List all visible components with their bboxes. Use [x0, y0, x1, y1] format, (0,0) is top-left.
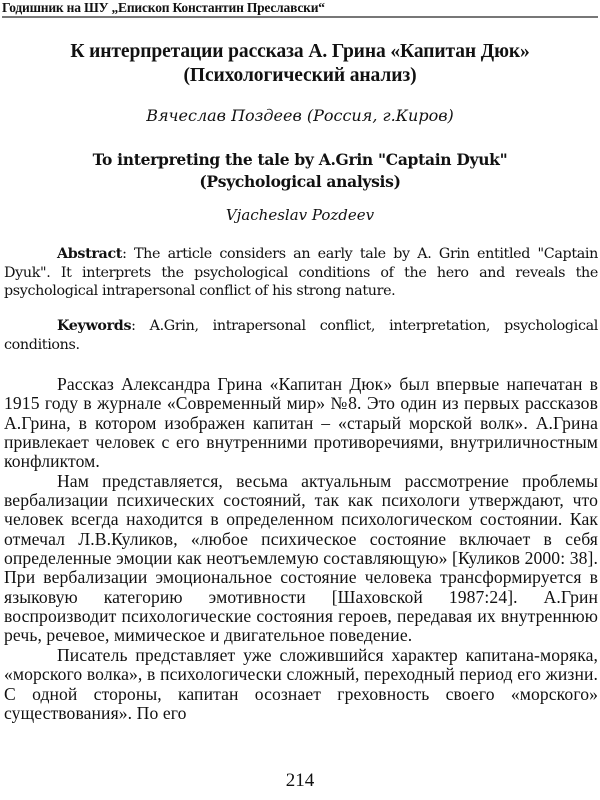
- body-text: [4, 375, 598, 723]
- author-en: Vjacheslav Pozdeev: [225, 206, 375, 224]
- body-paragraph: Писатель представляет уже сложившийся характер капитана-моряка, «морского волка», в психологически сложный, переходный период его жизни. С одной стороны, капитан осознает греховность своего «морского» существования». По его: [4, 644, 598, 723]
- keywords: [4, 317, 598, 354]
- title-ru-line2: (Психологический анализ): [183, 65, 417, 86]
- title-ru-line1: К интерпретации рассказа А. Грина «Капитан Дюк»: [70, 41, 530, 62]
- title-en-line1: To interpreting the tale by A.Grin "Captain Dyuk": [92, 150, 508, 169]
- keywords-label: Keywords: [57, 318, 132, 334]
- article-title-ru: [0, 40, 600, 88]
- abstract-label: Abstract: [57, 246, 123, 262]
- body-paragraph: Нам представляется, весьма актуальным рассмотрение проблемы вербализации психических состояний, так как психологи утверждают, что человек всегда находится в определенном психологическом состоянии. Как отмечал Л.В.Куликов, «любое психическое состояние включает в себя определенные эмоции как неотъемлемую составляющую» [Куликов 2000: 38]. При вербализации эмоциональное состояние человека трансформируется в языковую категорию эмотивности [Шаховской 1987:24]. А.Грин воспроизводит психологические состояния героев, передавая их внутреннюю речь, речевое, мимическое и двигательное поведение.: [4, 470, 598, 646]
- article-title-en: [0, 149, 600, 193]
- keywords-text: : A.Grin, intrapersonal conflict, interpretation, psychological conditions.: [4, 318, 598, 353]
- running-header: Годишник на ШУ „Епископ Константин Преславски“: [2, 0, 598, 18]
- abstract-text: : The article considers an early tale by A. Grin entitled "Captain Dyuk". It interprets the psychological conditions of the hero and reveals the psychological intrapersonal conflict of his strong nature.: [4, 246, 598, 299]
- abstract: [4, 245, 598, 301]
- page-number: 214: [285, 770, 315, 791]
- title-en-line2: (Psychological analysis): [199, 172, 401, 191]
- author-ru: Вячеслав Поздеев (Россия, г.Киров): [146, 106, 454, 125]
- body-paragraph: Рассказ Александра Грина «Капитан Дюк» был впервые напечатан в 1915 году в журнале «Современный мир» №8. Это один из первых рассказов А.Грина, в котором изображен капитан – «старый морской волк». А.Грина привлекает человек с его внутренними противоречиями, внутриличностным конфликтом.: [4, 374, 598, 472]
